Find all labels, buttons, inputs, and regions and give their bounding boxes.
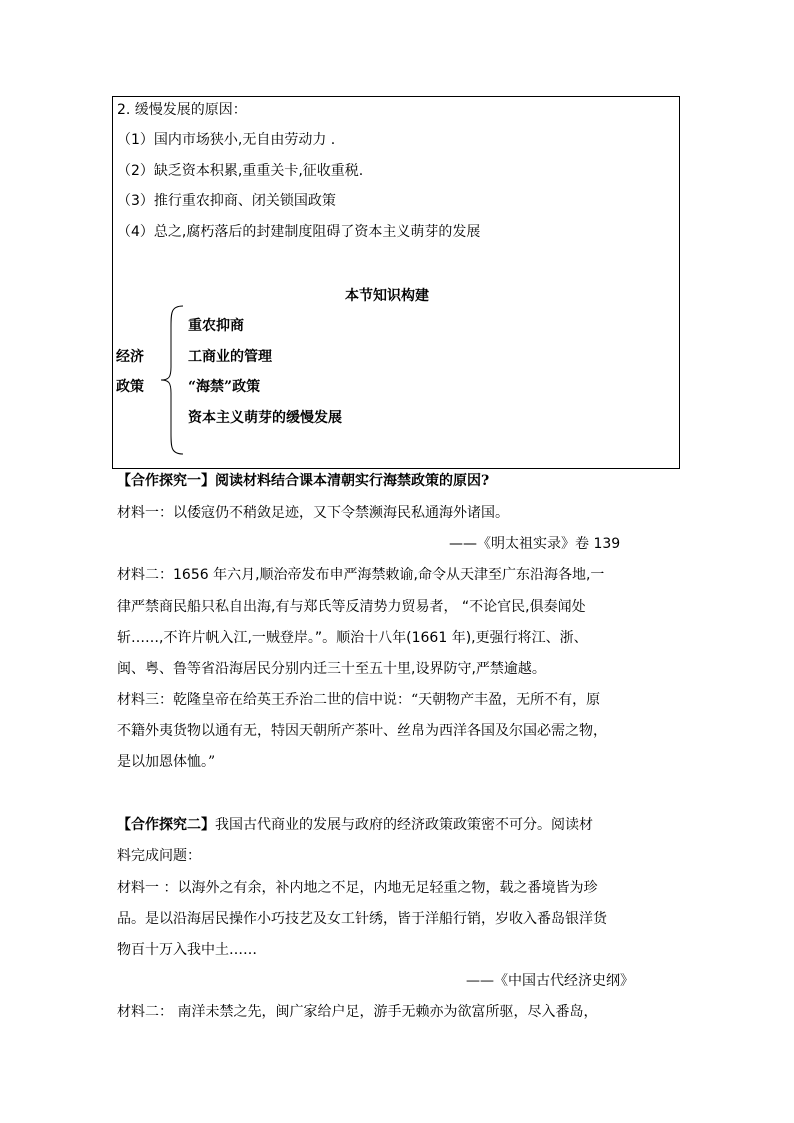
- inquiry1-material2-line1: 材料二：1656 年六月,顺治帝发布申严海禁敕谕,命令从天津至广东沿海各地,一: [117, 567, 605, 583]
- inquiry2-title-line1: [117, 815, 593, 835]
- branch-item-1: 重农抑商: [188, 318, 244, 334]
- reason-item-1: （1）国内市场狭小,无自由劳动力 .: [117, 132, 336, 148]
- knowledge-title: 本节知识构建: [345, 288, 429, 304]
- branch-item-2: 工商业的管理: [188, 349, 272, 365]
- inquiry2-title-rest: 我国古代商业的发展与政府的经济政策政策密不可分。阅读材: [215, 817, 593, 833]
- branch-item-3: “海禁”政策: [188, 379, 261, 395]
- inquiry1-material2-line4: 闽、粤、鲁等省沿海居民分别内迁三十至五十里,设界防守,严禁逾越。: [117, 661, 546, 677]
- inquiry2-title-bold: 【合作探究二】: [117, 817, 215, 833]
- branch-label-policy: 政策: [116, 379, 144, 395]
- inquiry1-material1: 材料一：以倭寇仍不稍敛足迹，又下令禁濒海民私通海外诸国。: [117, 505, 509, 521]
- inquiry2-material1-line3: 物百十万入我中土……: [117, 942, 257, 958]
- branch-item-4: 资本主义萌芽的缓慢发展: [188, 410, 342, 426]
- inquiry2-material1-line1: 材料一 ：以海外之有余，补内地之不足，内地无足轻重之物，载之番境皆为珍: [117, 880, 598, 896]
- inquiry2-material1-line2: 品。是以沿海居民操作小巧技艺及女工针绣，皆于洋船行销，岁收入番岛银洋货: [117, 911, 607, 927]
- inquiry1-material2-line2: 律严禁商民船只私自出海,有与郑氏等反清势力贸易者， “不论官民,俱奏闻处: [117, 599, 586, 615]
- curly-brace: [157, 305, 187, 455]
- inquiry1-material3-line3: 是以加恩体恤。”: [117, 754, 216, 770]
- branch-label-economic: 经济: [116, 349, 144, 365]
- inquiry2-title-line2: 料完成问题：: [117, 848, 201, 864]
- inquiry1-material3-line2: 不籍外夷货物以通有无，特因天朝所产茶叶、丝帛为西洋各国及尔国必需之物，: [117, 723, 607, 739]
- inquiry1-title: 【合作探究一】阅读材料结合课本清朝实行海禁政策的原因?: [117, 473, 490, 489]
- reason-item-2: （2）缺乏资本积累,重重关卡,征收重税.: [117, 163, 364, 179]
- reasons-heading: 2. 缓慢发展的原因：: [117, 102, 247, 118]
- inquiry1-material2-line3: 斩……,不许片帆入江,一贼登岸。”。顺治十八年(1661 年),更强行将江、浙、: [117, 630, 588, 646]
- inquiry2-material1-source: ——《中国古代经济史纲》: [466, 973, 634, 989]
- inquiry1-material1-source: ——《明太祖实录》卷 139: [449, 536, 621, 552]
- inquiry1-material3-line1: 材料三：乾隆皇帝在给英王乔治二世的信中说：“天朝物产丰盈，无所不有，原: [117, 692, 601, 708]
- reason-item-3: （3）推行重农抑商、闭关锁国政策: [117, 193, 336, 209]
- inquiry2-material2-line1: 材料二： 南洋未禁之先，闽广家给户足，游手无赖亦为欲富所驱，尽入番岛，: [117, 1004, 598, 1020]
- reason-item-4: （4）总之,腐朽落后的封建制度阻碍了资本主义萌芽的发展: [117, 224, 481, 240]
